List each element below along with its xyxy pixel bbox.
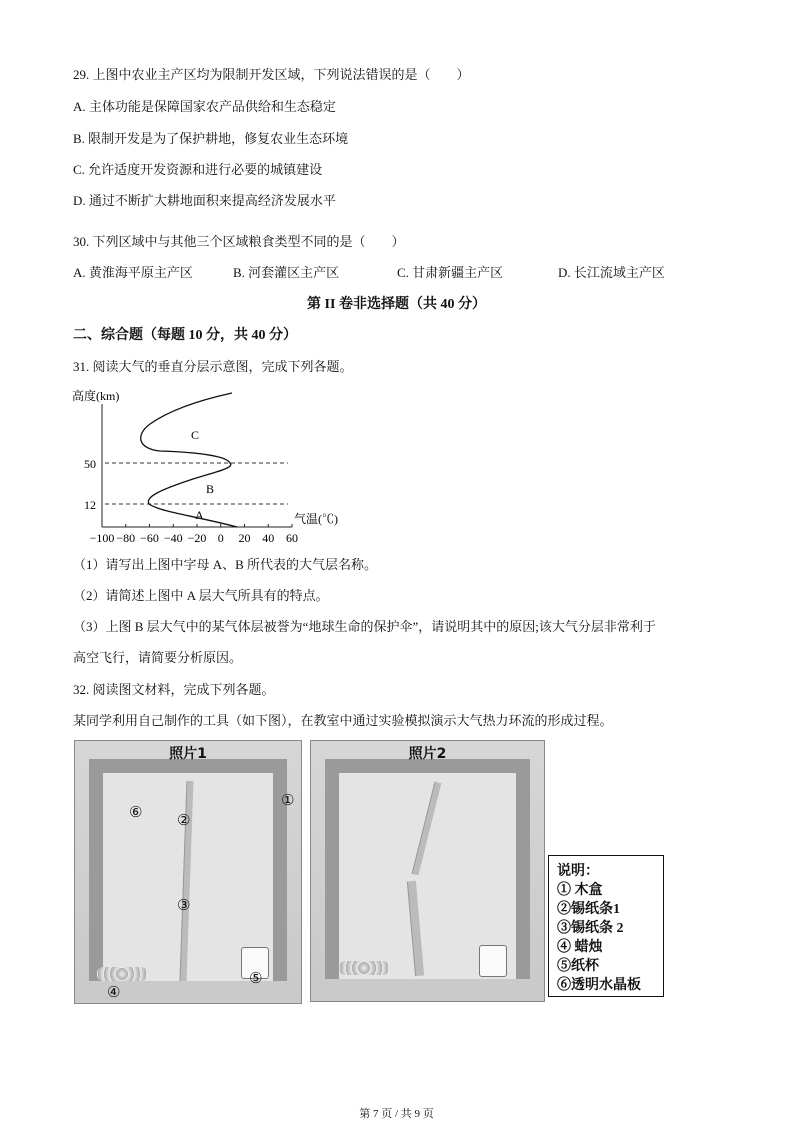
- label-6: ⑥: [129, 803, 143, 821]
- x-tick-label: −60: [140, 531, 159, 545]
- label-5: ⑤: [249, 969, 263, 987]
- x-tick-label: 0: [217, 531, 224, 545]
- y-tick-12: 12: [84, 498, 96, 512]
- q30-stem: 30. 下列区域中与其他三个区域粮食类型不同的是（ ）: [73, 234, 405, 249]
- q32-intro: 某同学利用自己制作的工具（如下图），在教室中通过实验模拟演示大气热力环流的形成过程。: [73, 713, 613, 728]
- layer-label-a: A: [195, 508, 204, 522]
- x-tick-label: −40: [163, 531, 183, 545]
- q32-stem: 32. 阅读图文材料，完成下列各题。: [73, 682, 275, 697]
- legend-item: ④ 蜡烛: [557, 940, 603, 955]
- label-1: ①: [281, 791, 295, 809]
- section-title: 第 II 卷非选择题（共 40 分）: [307, 297, 486, 312]
- legend-item: ②锡纸条1: [557, 902, 620, 917]
- q29-option-d: D. 通过不断扩大耕地面积来提高经济发展水平: [73, 193, 336, 208]
- q31-sub-3-cont: 高空飞行，请简要分析原因。: [73, 650, 243, 665]
- x-tick-label: 60: [286, 531, 298, 545]
- photo-2: [310, 740, 545, 1002]
- q31-stem: 31. 阅读大气的垂直分层示意图，完成下列各题。: [73, 359, 353, 374]
- q29-stem: 29. 上图中农业主产区均为限制开发区域，下列说法错误的是（ ）: [73, 67, 470, 82]
- atmosphere-layer-chart: [0, 0, 793, 560]
- label-3: ③: [177, 896, 191, 914]
- legend-item: ⑥透明水晶板: [557, 978, 641, 993]
- x-tick-label: 40: [262, 531, 275, 545]
- q30-option-b: B. 河套灌区主产区: [233, 265, 340, 280]
- layer-label-c: C: [191, 428, 200, 442]
- legend-item: ⑤纸杯: [557, 959, 599, 974]
- label-4: ④: [107, 983, 121, 1001]
- photo-1: [74, 740, 302, 1004]
- legend-item: ③锡纸条 2: [557, 921, 624, 936]
- paper-cup: [479, 945, 507, 977]
- y-tick-50: 50: [84, 457, 96, 471]
- q30-option-d: D. 长江流域主产区: [558, 265, 665, 280]
- x-axis-label: 气温(℃): [294, 512, 338, 526]
- temperature-curve: [141, 393, 237, 527]
- x-tick-label: 20: [238, 531, 251, 545]
- x-tick-label: −80: [116, 531, 136, 545]
- q31-sub-3: （3）上图 B 层大气中的某气体层被誉为“地球生命的保护伞”，请说明其中的原因;该大气分层非常利于: [73, 619, 656, 634]
- legend-box: [548, 855, 664, 997]
- part-title: 二、综合题（每题 10 分，共 40 分）: [73, 328, 297, 343]
- layer-label-b: B: [206, 482, 215, 496]
- page-footer: 第 7 页 / 共 9 页: [359, 1108, 434, 1120]
- q30-option-c: C. 甘肃新疆主产区: [397, 265, 504, 280]
- q29-option-a: A. 主体功能是保障国家农产品供给和生态稳定: [73, 99, 336, 114]
- q30-option-a: A. 黄淮海平原主产区: [73, 265, 193, 280]
- candles: [339, 961, 389, 975]
- candles: [97, 967, 147, 981]
- photo-2-title: 照片2: [408, 746, 447, 762]
- y-axis-label: 高度(km): [72, 389, 120, 403]
- photo-1-title: 照片1: [169, 746, 207, 762]
- label-2: ②: [177, 811, 191, 829]
- x-tick-label: −20: [187, 531, 207, 545]
- legend-item: ① 木盒: [557, 883, 603, 898]
- q29-option-c: C. 允许适度开发资源和进行必要的城镇建设: [73, 162, 323, 177]
- legend-title: 说明：: [557, 864, 599, 879]
- x-tick-label: −100: [89, 531, 115, 545]
- q31-sub-1: （1）请写出上图中字母 A、B 所代表的大气层名称。: [73, 557, 378, 572]
- q29-option-b: B. 限制开发是为了保护耕地，修复农业生态环境: [73, 131, 349, 146]
- q31-sub-2: （2）请简述上图中 A 层大气所具有的特点。: [73, 588, 329, 603]
